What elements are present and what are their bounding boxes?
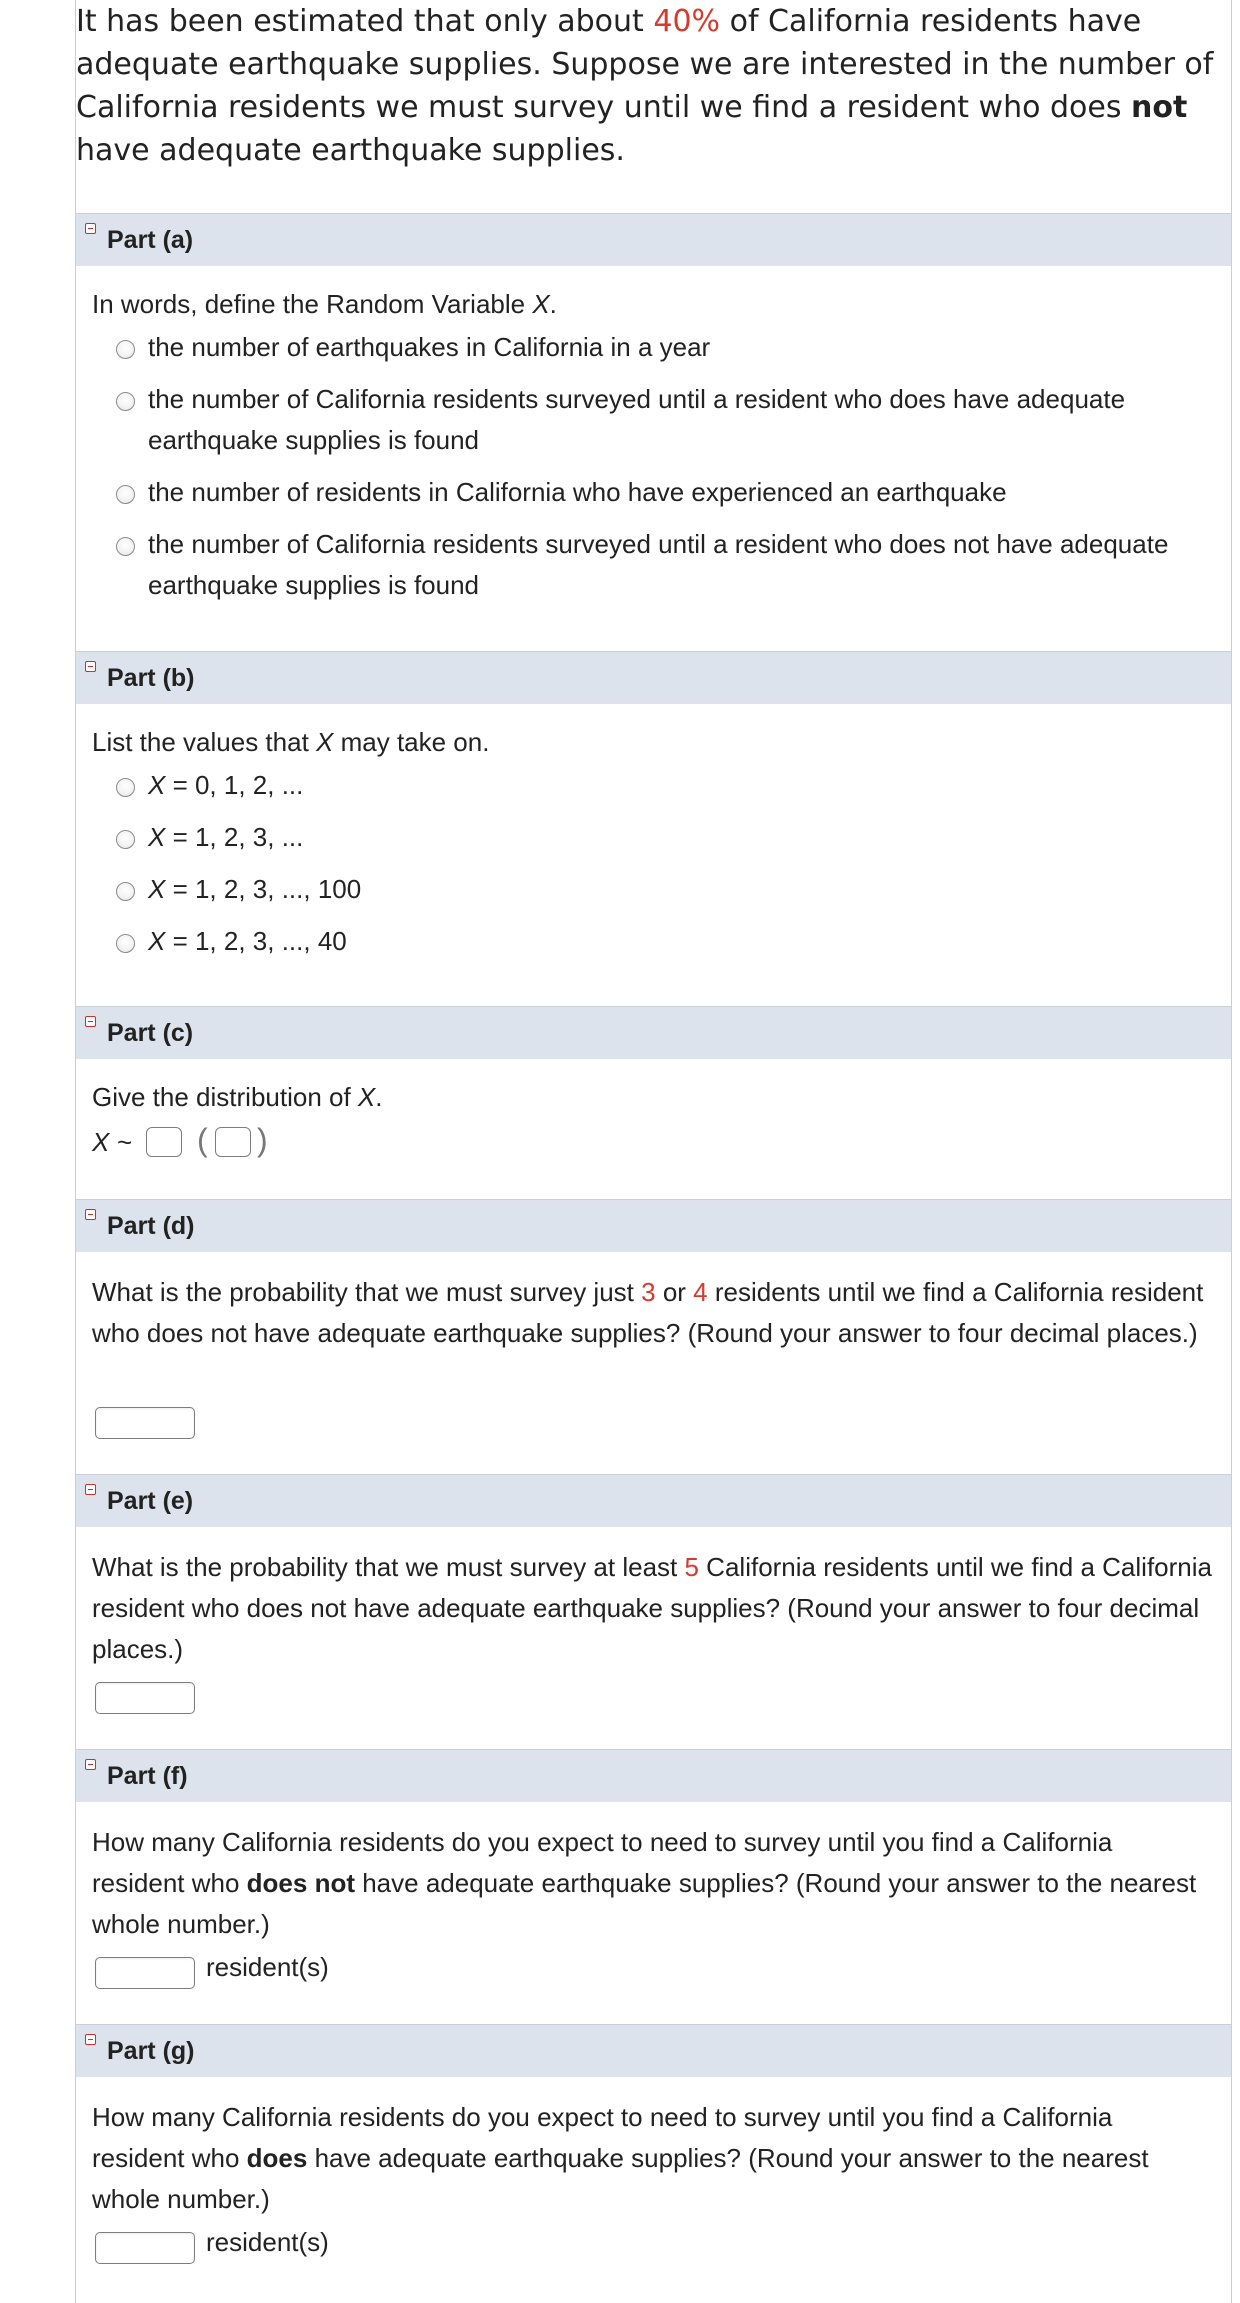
collapse-icon[interactable] (85, 1484, 96, 1495)
part-f-title: Part (f) (107, 1762, 188, 1790)
collapse-icon[interactable] (85, 2034, 96, 2045)
distribution-name-input[interactable] (146, 1127, 182, 1157)
part-e-header[interactable] (76, 1474, 1231, 1527)
radio-button[interactable] (116, 934, 135, 953)
collapse-icon[interactable] (85, 661, 96, 672)
collapse-icon[interactable] (85, 1016, 96, 1027)
intro-text: It has been estimated that only about 40% of California residents have adequate earthquake supplies. Suppose we are interested in the number of California residents we must survey until we find a resident who does not have adequate earthquake supplies. (76, 4, 1214, 168)
radio-button[interactable] (116, 392, 135, 411)
part-f-answer-input[interactable] (95, 1957, 195, 1989)
part-d-answer-input[interactable] (95, 1407, 195, 1439)
collapse-icon[interactable] (85, 1759, 96, 1770)
open-paren: ( (197, 1122, 208, 1158)
part-e-title: Part (e) (107, 1487, 194, 1515)
part-g-unit: resident(s) (206, 2227, 329, 2257)
part-c-title: Part (c) (107, 1019, 194, 1047)
percent-value: 40% (653, 4, 721, 39)
part-e-prompt: What is the probability that we must survey at least 5 California residents until we find a California resident who does not have adequate earthquake supplies? (Round your answer to four decimal places.) (92, 1552, 1212, 1664)
radio-button[interactable] (116, 340, 135, 359)
part-b-header[interactable] (76, 651, 1231, 704)
radio-button[interactable] (116, 830, 135, 849)
part-g-header[interactable] (76, 2024, 1231, 2077)
part-c-prompt: Give the distribution of X. (92, 1082, 383, 1112)
collapse-icon[interactable] (85, 223, 96, 234)
part-c-header[interactable] (76, 1006, 1231, 1059)
part-f-unit: resident(s) (206, 1952, 329, 1982)
part-d-prompt: What is the probability that we must survey just 3 or 4 residents until we find a California resident who does not have adequate earthquake supplies? (Round your answer to four decimal places.) (92, 1277, 1204, 1348)
close-paren: ) (257, 1122, 268, 1158)
part-g-title: Part (g) (107, 2037, 195, 2065)
part-a-title: Part (a) (107, 226, 194, 254)
part-b-prompt: List the values that X may take on. (92, 727, 490, 757)
part-d-title: Part (d) (107, 1212, 195, 1240)
part-a-header[interactable] (76, 213, 1231, 266)
part-f-header[interactable] (76, 1749, 1231, 1802)
part-g-answer-input[interactable] (95, 2232, 195, 2264)
part-g-prompt: How many California residents do you expect to need to survey until you find a California resident who does have adequate earthquake supplies? (Round your answer to the nearest whole number.) (92, 2102, 1149, 2214)
radio-button[interactable] (116, 537, 135, 556)
radio-button[interactable] (116, 485, 135, 504)
part-b-title: Part (b) (107, 664, 195, 692)
radio-button[interactable] (116, 778, 135, 797)
part-a-prompt: In words, define the Random Variable X. (92, 289, 557, 319)
part-d-header[interactable] (76, 1199, 1231, 1252)
distribution-label: X ~ (92, 1127, 132, 1157)
radio-button[interactable] (116, 882, 135, 901)
collapse-icon[interactable] (85, 1209, 96, 1220)
part-e-answer-input[interactable] (95, 1682, 195, 1714)
distribution-parameter-input[interactable] (215, 1127, 251, 1157)
part-f-prompt: How many California residents do you expect to need to survey until you find a California resident who does not have adequate earthquake supplies? (Round your answer to the nearest whole number.) (92, 1827, 1197, 1939)
